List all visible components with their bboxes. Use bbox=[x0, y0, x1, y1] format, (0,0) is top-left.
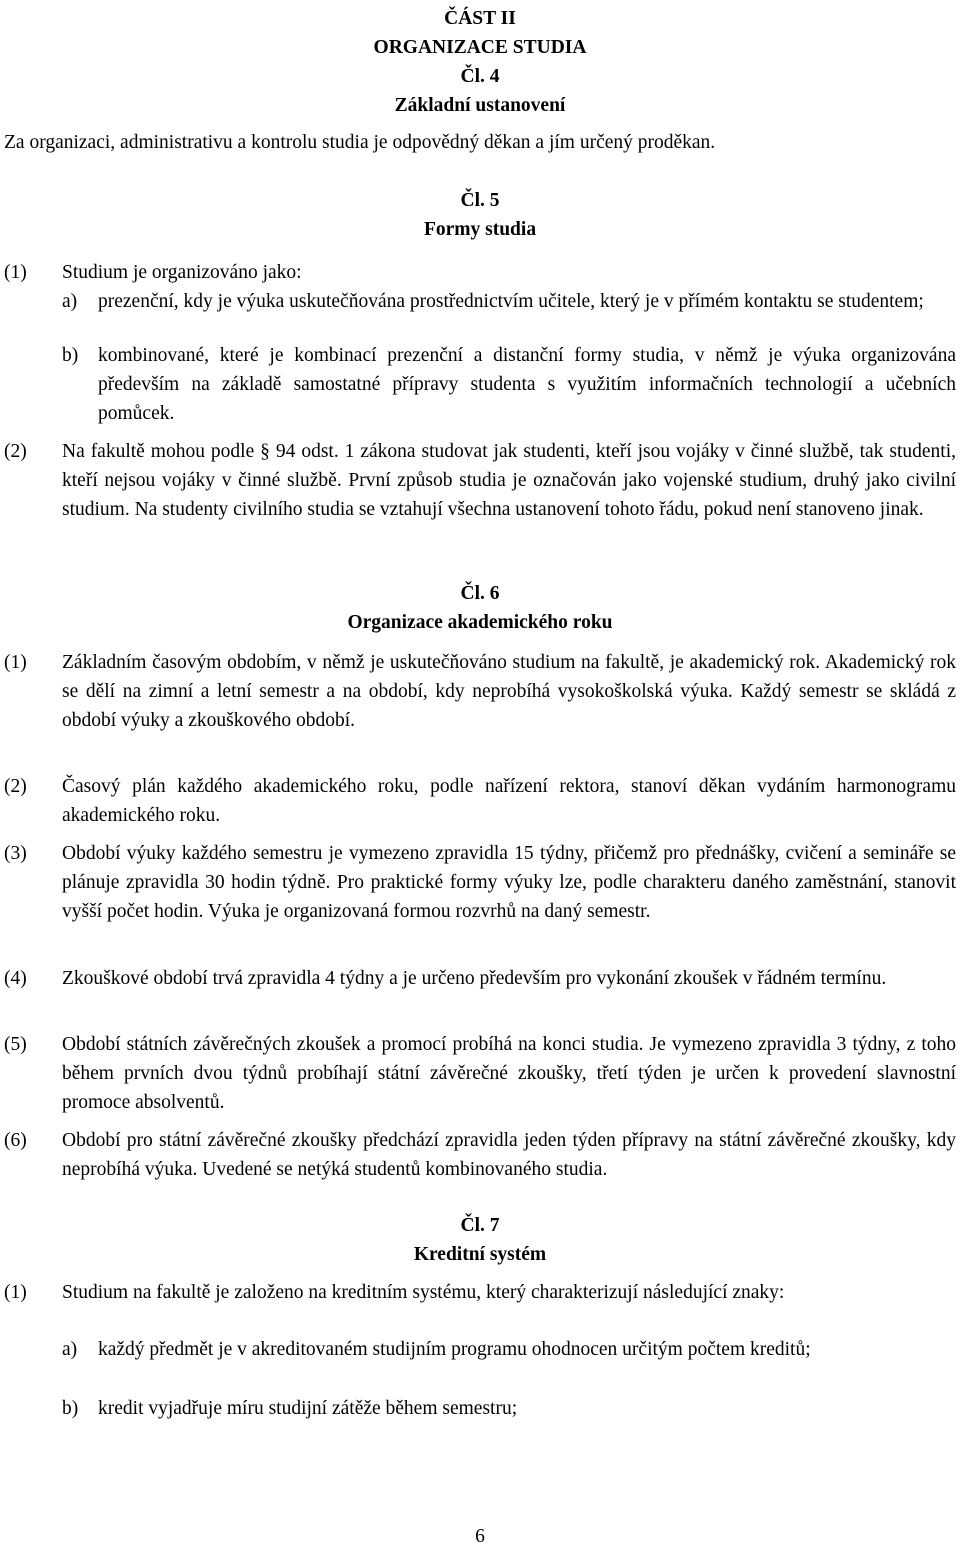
article-6-number: Čl. 6 bbox=[460, 583, 500, 604]
article-7-number: Čl. 7 bbox=[460, 1215, 500, 1236]
subitem-label: b) bbox=[62, 345, 79, 366]
item-text: Základním časovým obdobím, v němž je uskutečňováno studium na fakultě, je akademický rok. Akademický rok se dělí na zimní a letní semestr a na období, kdy neprobíhá vysokoškolská výuka. Každý semestr se skládá z období výuky a zkouškového období. bbox=[62, 652, 956, 731]
article-6-heading bbox=[0, 579, 960, 637]
item-number: (1) bbox=[4, 262, 27, 283]
item-number: (2) bbox=[4, 441, 27, 462]
subitem-text: prezenční, kdy je výuka uskutečňována prostřednictvím učitele, který je v přímém kontaktu se studentem; bbox=[98, 291, 924, 312]
article-6-title: Organizace akademického roku bbox=[347, 612, 613, 633]
item-text: Zkouškové období trvá zpravidla 4 týdny a je určeno především pro vykonání zkoušek v řádném termínu. bbox=[62, 968, 887, 989]
article-4-title: Základní ustanovení bbox=[394, 95, 566, 116]
item-text: Období pro státní závěrečné zkoušky předchází zpravidla jeden týden přípravy na státní závěrečné zkoušky, kdy neprobíhá výuka. Uvedené se netýká studentů kombinovaného studia. bbox=[62, 1130, 956, 1180]
article-5-heading bbox=[0, 186, 960, 244]
item-text: Na fakultě mohou podle § 94 odst. 1 zákona studovat jak studenti, kteří jsou vojáky v činné službě, tak studenti, kteří nejsou vojáky v činné službě. První způsob studia je označován jako vojenské studium, druhý jako civilní studium. Na studenty civilního studia se vztahují všechna ustanovení tohoto řádu, pokud není stanoveno jinak. bbox=[62, 441, 956, 520]
item-number: (6) bbox=[4, 1130, 27, 1151]
subitem-text: každý předmět je v akreditovaném studijním programu ohodnocen určitým počtem kreditů; bbox=[98, 1339, 811, 1360]
part-subtitle: ORGANIZACE STUDIA bbox=[373, 37, 587, 58]
subitem-label: a) bbox=[62, 1339, 78, 1360]
part-heading bbox=[0, 4, 960, 120]
article-4-text: Za organizaci, administrativu a kontrolu studia je odpovědný děkan a jím určený proděkan. bbox=[4, 132, 716, 153]
item-text: Časový plán každého akademického roku, podle nařízení rektora, stanoví děkan vydáním harmonogramu akademického roku. bbox=[62, 776, 956, 826]
item-text: Období státních závěrečných zkoušek a promocí probíhá na konci studia. Je vymezeno zpravidla 3 týdny, z toho během prvních dvou týdnů probíhají státní závěrečné zkoušky, třetí týden je určen k provedení slavnostní promoce absolventů. bbox=[62, 1034, 956, 1113]
article-4-number: Čl. 4 bbox=[460, 66, 500, 87]
article-7-heading bbox=[0, 1211, 960, 1269]
page-number: 6 bbox=[475, 1526, 485, 1547]
item-text: Studium je organizováno jako: bbox=[62, 262, 302, 283]
subitem-text: kredit vyjadřuje míru studijní zátěže během semestru; bbox=[98, 1398, 518, 1419]
part-title: ČÁST II bbox=[444, 8, 516, 29]
subitem-text: kombinované, které je kombinací prezenční a distanční formy studia, v němž je výuka organizována především na základě samostatné přípravy studenta s využitím informačních technologií a učebních pomůcek. bbox=[98, 345, 956, 424]
subitem-label: a) bbox=[62, 291, 78, 312]
item-number: (1) bbox=[4, 1282, 27, 1303]
item-number: (1) bbox=[4, 652, 27, 673]
article-7-title: Kreditní systém bbox=[413, 1244, 547, 1265]
subitem-label: b) bbox=[62, 1398, 79, 1419]
item-number: (3) bbox=[4, 843, 27, 864]
item-text: Období výuky každého semestru je vymezeno zpravidla 15 týdny, přičemž pro přednášky, cvičení a semináře se plánuje zpravidla 30 hodin týdně. Pro praktické formy výuky lze, podle charakteru daného zaměstnání, stanovit vyšší počet hodin. Výuka je organizovaná formou rozvrhů na daný semestr. bbox=[62, 843, 956, 922]
article-5-title: Formy studia bbox=[423, 219, 537, 240]
item-number: (2) bbox=[4, 776, 27, 797]
item-text: Studium na fakultě je založeno na kreditním systému, který charakterizují následující znaky: bbox=[62, 1282, 785, 1303]
article-5-number: Čl. 5 bbox=[460, 190, 500, 211]
item-number: (5) bbox=[4, 1034, 27, 1055]
item-number: (4) bbox=[4, 968, 27, 989]
